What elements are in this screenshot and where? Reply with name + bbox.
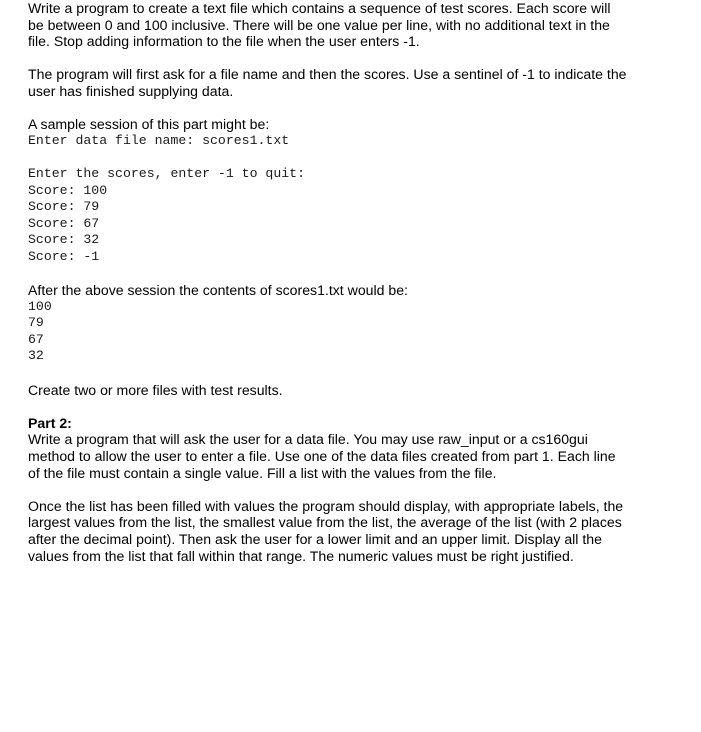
display-paragraph [28,498,679,564]
score-line: Score: -1 [28,248,100,264]
contents-heading: After the above session the contents of scores1.txt would be: [28,282,408,299]
sentinel-paragraph [28,66,679,99]
display-line-3: after the decimal point). Then ask the user for a lower limit and an upper limit. Display all the [28,531,602,547]
part2-line-1: Write a program that will ask the user for a data file. You may use raw_input or a cs160gui [28,431,588,448]
file-value-line: 79 [28,315,44,331]
spacer [28,149,679,166]
sample-heading: A sample session of this part might be: [28,116,270,133]
display-line-2: largest values from the list, the smallest value from the list, the average of the list (with 2 places [28,514,622,531]
intro-paragraph [28,0,679,50]
prompt-scores-line: Enter the scores, enter -1 to quit: [28,165,305,181]
part2-section [28,415,679,481]
sentinel-line-1: The program will first ask for a file name and then the scores. Use a sentinel of -1 to indicate the [28,66,627,83]
intro-line-2: be between 0 and 100 inclusive. There will be one value per line, with no additional text in the [28,16,610,33]
score-line: Score: 32 [28,232,100,248]
prompt-file-line: Enter data file name: scores1.txt [28,132,290,148]
intro-line-3: file. Stop adding information to the file when the user enters -1. [28,33,420,50]
file-value-line: 67 [28,331,44,347]
create-files-line: Create two or more files with test results. [28,381,283,398]
file-value-line: 32 [28,348,44,364]
intro-line-1: Write a program to create a text file which contains a sequence of test scores. Each score will [28,0,611,16]
score-line: Score: 79 [28,199,100,215]
score-line: Score: 67 [28,215,100,231]
score-line: Score: 100 [28,182,108,198]
file-value-line: 100 [28,298,52,314]
sentinel-line-2: user has finished supplying data. [28,82,234,99]
part2-title: Part 2: [28,414,72,431]
display-line-4: values from the list that fall within that range. The numeric values must be right justified. [28,547,574,564]
file-contents [28,282,679,365]
part2-line-2: method to allow the user to enter a file. Use one of the data files created from part 1. Each line [28,448,616,465]
create-files-paragraph [28,382,679,399]
sample-session [28,116,679,265]
part2-line-3: of the file must contain a single value. Fill a list with the values from the file. [28,464,497,481]
display-line-1: Once the list has been filled with values the program should display, with appropriate labels, the [28,497,624,514]
